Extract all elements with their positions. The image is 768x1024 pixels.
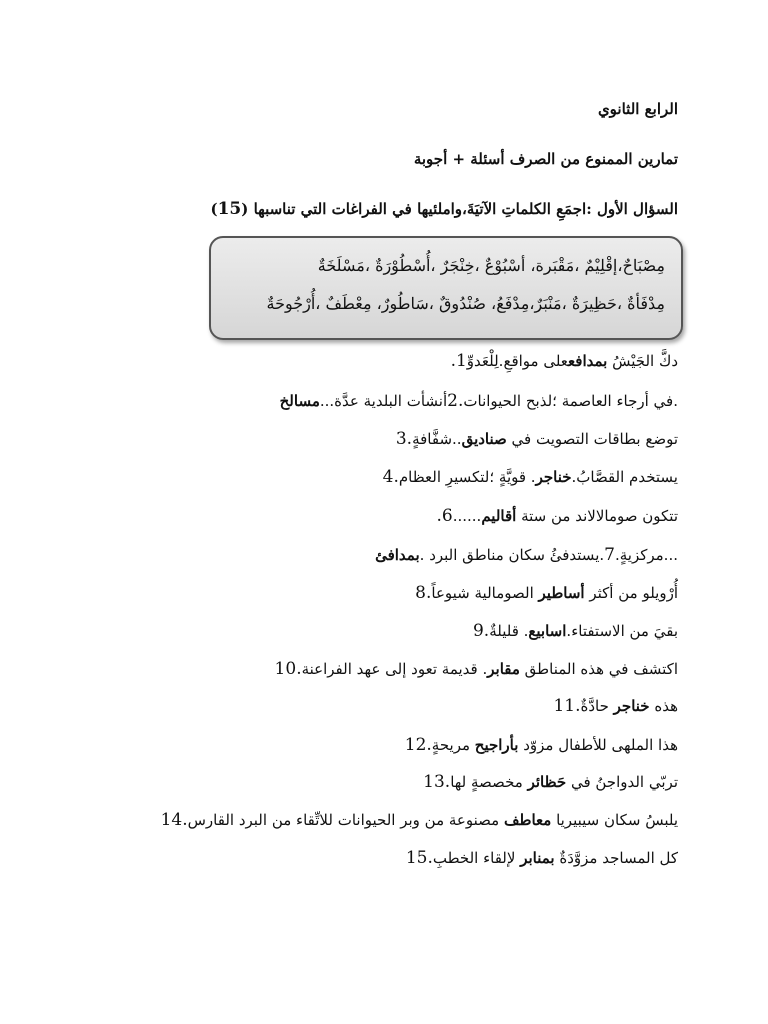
item-answer: بمدافع [568,352,608,370]
exercise-item-12 [78,734,678,756]
item-answer: صناديق [461,430,507,448]
item-number: .11 [553,696,581,716]
item-text: ...مركزيةٍ. [614,546,678,564]
item-number: .15 [405,848,433,868]
item-answer: مقابر [487,660,520,678]
word-box-line-2: مِدْفَأةٌ ،حَظِيرَةٌ ،مَنْبَرٌ،مِدْفَعُ، صُنْدُوقٌ ،سَاطُورٌ، مِعْطَفٌ ،أُرْجُوحَةٌ [266,294,665,313]
question-1-close: ) [210,200,218,218]
item-text: تربّي الدواجنُ في [566,773,678,791]
item-number: 7 [604,545,615,565]
exercise-item-15 [78,847,678,869]
exercise-item-8 [78,582,678,604]
item-text: حادَّةٌ [580,697,614,715]
question-1-text: السؤال الأول :اجمَعِ الكلماتِ الآتيَةَ،واملئيها في الفراغات التي تناسبها ( [241,200,678,218]
item-number: .9 [472,621,490,641]
item-text: . قويَّةٍ ؛لتكسيرِ العظام [398,468,536,486]
item-answer: بأراجيح [474,736,519,754]
item-text: الصومالية شيوعاً [431,584,539,602]
item-number: .8 [415,583,432,603]
item-text: . قديمة تعود إلى عهد الفراعنة [301,660,488,678]
item-number: .3 [395,429,413,449]
item-number: .10 [274,659,302,679]
item-number: .14 [160,810,188,830]
question-1-heading [78,198,678,220]
item-answer: أقاليم [481,507,517,525]
exercise-item-3 [78,428,678,450]
exercise-item-1 [78,350,678,372]
item-text: ...... [452,507,482,525]
item-text: توضع بطاقات التصويت في [506,430,678,448]
item-text: هذه [649,697,678,715]
exercise-item-13 [78,771,678,793]
item-text: بقيَ من الاستفتاء. [566,622,678,640]
item-text: كل المساجد مزوَّدَةٌ [554,849,678,867]
item-answer: مسالخ [279,392,320,410]
item-text: يلبسُ سكان سيبيريا [551,811,678,829]
item-answer: حَظائر [527,773,567,791]
item-text: دكَّ الجَيْشُ [607,352,678,370]
word-box [209,236,683,340]
item-text: .يستدفئُ سكان مناطق البرد . [419,546,605,564]
page-title: تمارين الممنوع من الصرف أسئلة + أجوبة [413,150,678,168]
item-text: هذا الملهى للأطفال مزوّد [518,736,678,754]
exercise-item-4 [78,466,678,488]
item-text: ..شفَّافةٍ [412,430,462,448]
level-heading: الرابع الثانوي [597,100,678,118]
item-text: مخصصةٍ لها [450,773,528,791]
exercise-item-14 [18,809,678,831]
item-answer: اسابيع [528,622,567,640]
item-text: على مواقعِ.لِلْعَدوِّ [466,352,569,370]
item-number: .2 [447,391,464,411]
item-text: . قليلةٌ [489,622,529,640]
item-answer: بمنابر [520,849,555,867]
item-text: مريحةٍ [431,736,475,754]
item-answer: بمدافئ [375,546,420,564]
item-text: .في أرجاء العاصمة ؛لذبح الحيوانات [463,392,678,410]
item-answer: خناجر [535,468,572,486]
item-number: .13 [423,772,451,792]
item-number: 6. [436,506,453,526]
item-number: .12 [404,735,432,755]
item-text: لإلقاء الخطبِ [432,849,521,867]
item-text: أُرْويلو من أكثر [584,584,678,602]
exercise-item-11 [78,695,678,717]
item-text: تتكون صومالالاند من ستة [516,507,678,525]
item-text: اكتشف في هذه المناطق [519,660,678,678]
word-box-line-1: مِصْبَاحٌ،إقْلِيْمٌ ،مَقْبَرة، أسْبُوْعٌ ،خِنْجَرٌ ،أُسْطُوْرَةٌ ،مَسْلَخَةٌ [317,256,665,275]
exercise-item-10 [78,658,678,680]
item-answer: أساطير [538,584,585,602]
item-text: مصنوعة من وبر الحيوانات للاتِّقاء من البرد القارس [187,811,504,829]
item-text: يستخدم القصَّابُ. [571,468,678,486]
item-answer: خناجر [613,697,650,715]
question-1-points: 15 [217,199,242,219]
item-number: 1. [450,351,467,371]
exercise-item-2 [78,390,678,412]
exercise-item-7 [78,544,678,566]
item-answer: معاطف [503,811,552,829]
item-number: .4 [382,467,399,487]
exercise-item-6 [78,505,678,527]
exercise-item-9 [78,620,678,642]
item-text: أنشأت البلدية عدَّة... [319,392,448,410]
